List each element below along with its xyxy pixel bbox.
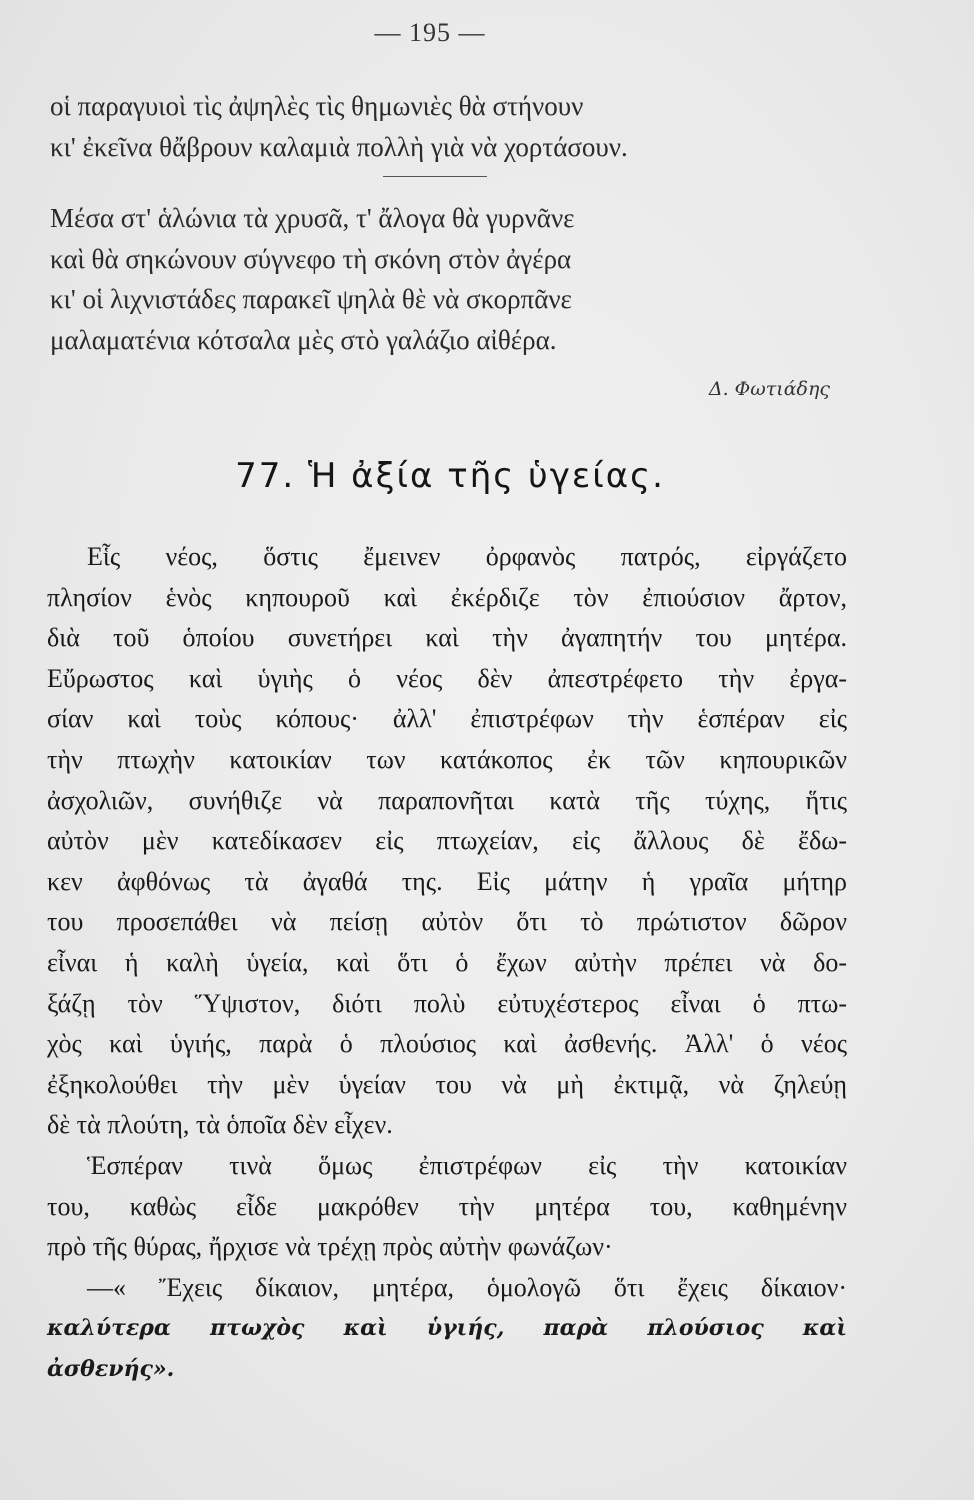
story-line: διὰ τοῦ ὁποίου συνετήρει καὶ τὴν ἀγαπητήν του μητέρα. — [47, 623, 847, 653]
section-title: 77. Ἡ ἀξία τῆς ὑγείας. — [235, 456, 665, 496]
poem-stanza-1 — [50, 86, 850, 167]
story-line: —« Ἔχεις δίκαιον, μητέρα, ὁμολογῶ ὅτι ἔχεις δίκαιον· — [87, 1272, 847, 1302]
story-line: πρὸ τῆς θύρας, ἤρχισε νὰ τρέχῃ πρὸς αὐτὴν φωνάζων· — [47, 1232, 613, 1262]
poem-stanza-2 — [50, 198, 850, 360]
story-line: Εὔρωστος καὶ ὑγιὴς ὁ νέος δὲν ἀπεστρέφετο τὴν ἐργα- — [47, 663, 847, 693]
story-line: του, καθὼς εἶδε μακρόθεν τὴν μητέρα του, καθημένην — [47, 1191, 847, 1221]
story-text — [47, 537, 847, 1389]
story-line: πλησίον ἑνὸς κηπουροῦ καὶ ἐκέρδιζε τὸν ἐπιούσιον ἄρτον, — [47, 582, 847, 612]
stanza-divider — [383, 176, 487, 177]
story-line: κεν ἀφθόνως τὰ ἀγαθά της. Εἰς μάτην ἡ γραῖα μήτηρ — [47, 866, 847, 896]
poem-author: Δ. Φωτιάδης — [708, 378, 830, 400]
story-line: δὲ τὰ πλούτη, τὰ ὁποῖα δὲν εἶχεν. — [47, 1110, 393, 1140]
poem-line: καὶ θὰ σηκώνουν σύγνεφο τὴ σκόνη στὸν ἀγέρα — [50, 243, 572, 274]
poem-line: κι' οἱ λιχνιστάδες παρακεῖ ψηλὰ θὲ νὰ σκορπᾶνε — [50, 284, 572, 314]
story-line: Ἑσπέραν τινὰ ὅμως ἐπιστρέφων εἰς τὴν κατοικίαν — [87, 1150, 847, 1180]
story-line: εἶναι ἡ καλὴ ὑγεία, καὶ ὅτι ὁ ἔχων αὐτὴν πρέπει νὰ δο- — [47, 947, 847, 977]
story-line: ἐξηκολούθει τὴν μὲν ὑγείαν του νὰ μὴ ἐκτιμᾷ, νὰ ζηλεύῃ — [47, 1069, 847, 1099]
poem-line: Μέσα στ' ἁλώνια τὰ χρυσᾶ, τ' ἄλογα θὰ γυρνᾶνε — [50, 203, 575, 233]
story-line: του προσεπάθει νὰ πείσῃ αὐτὸν ὅτι τὸ πρώτιστον δῶρον — [47, 907, 847, 937]
story-line: αὐτὸν μὲν κατεδίκασεν εἰς πτωχείαν, εἰς ἄλλους δὲ ἔδω- — [47, 826, 847, 856]
story-line: Εἷς νέος, ὅστις ἔμεινεν ὀρφανὸς πατρός, εἰργάζετο — [87, 542, 847, 571]
poem-line: κι' ἐκεῖνα θἄβρουν καλαμιὰ πολλὴ γιὰ νὰ χορτάσουν. — [50, 131, 628, 162]
story-line: ἀσθενής». — [47, 1355, 175, 1382]
page-number: — 195 — — [374, 18, 486, 47]
story-line: καλύτερα πτωχὸς καὶ ὑγιής, παρὰ πλούσιος καὶ — [47, 1315, 847, 1342]
story-line: τὴν πτωχὴν κατοικίαν των κατάκοπος ἐκ τῶν κηπουρικῶν — [47, 744, 847, 774]
story-line: ἀσχολιῶν, συνήθιζε νὰ παραπονῆται κατὰ τῆς τύχης, ἥτις — [47, 785, 847, 815]
story-line: σίαν καὶ τοὺς κόπους· ἀλλ' ἐπιστρέφων τὴν ἑσπέραν εἰς — [47, 704, 847, 734]
story-line: ξάζῃ τὸν Ὕψιστον, διότι πολὺ εὐτυχέστερος εἶναι ὁ πτω- — [47, 988, 847, 1018]
poem-line: οἱ παραγυιοὶ τὶς ἀψηλὲς τὶς θημωνιὲς θὰ στήνουν — [50, 91, 584, 121]
poem-line: μαλαματένια κότσαλα μὲς στὸ γαλάζιο αἰθέρα. — [50, 324, 557, 355]
story-line: χὸς καὶ ὑγιής, παρὰ ὁ πλούσιος καὶ ἀσθενής. Ἀλλ' ὁ νέος — [47, 1029, 847, 1059]
